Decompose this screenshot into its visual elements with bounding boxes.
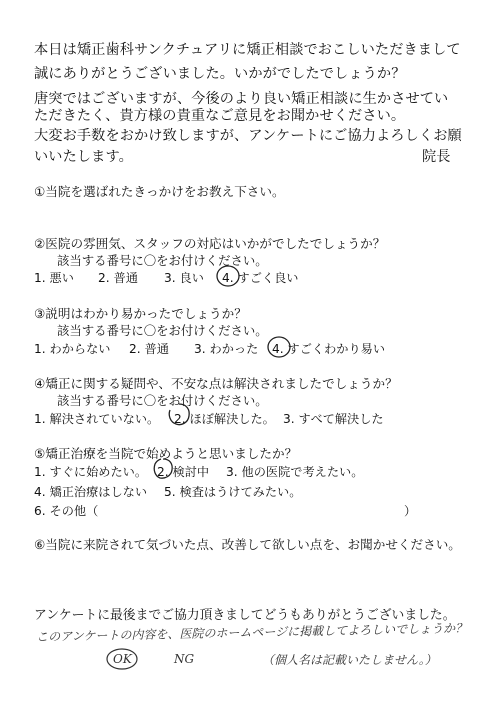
- q5-selection-circle: [151, 457, 175, 481]
- q4-selection-circle: [166, 402, 192, 428]
- question-2: ②医院の雰囲気、スタッフの対応はいかがでしたでしょうか？: [34, 236, 386, 251]
- q4-option-2[interactable]: 2. ほぼ解決した。: [174, 412, 275, 426]
- intro-line-3: 唐突ではございますが、今後のより良い矯正相談に生かさせてい: [34, 91, 449, 107]
- q4-option-3[interactable]: 3. すべて解決した: [283, 412, 384, 426]
- q5-option-5[interactable]: 5. 検査はうけてみたい。: [164, 485, 302, 499]
- intro-line-6: いいたします。: [34, 149, 133, 165]
- q2-option-4[interactable]: 4. すごく良い: [222, 271, 299, 285]
- q2-option-1[interactable]: 1. 悪い: [34, 271, 74, 285]
- question-3-instruction: 該当する番号に〇をお付けください。: [57, 323, 268, 338]
- q5-option-2[interactable]: 2. 検討中: [157, 465, 210, 479]
- q2-option-2[interactable]: 2. 普通: [98, 271, 138, 285]
- closing-message: アンケートに最後までご協力頂きましてどうもありがとうございました。: [34, 608, 456, 623]
- consent-note: （個人名は記載いたしません。）: [262, 653, 437, 667]
- consent-question: このアンケートの内容を、医院のホームページに掲載してよろしいでしょうか？: [36, 620, 468, 644]
- q2-option-3[interactable]: 3. 良い: [164, 271, 204, 285]
- signature: 院長: [422, 149, 451, 165]
- q3-option-4[interactable]: 4. すごくわかり易い: [272, 342, 386, 356]
- q5-option-6[interactable]: 6. その他（: [34, 504, 99, 518]
- question-6: ⑥当院に来院されて気づいた点、改善して欲しい点を、お聞かせください。: [34, 537, 461, 552]
- q5-option-4[interactable]: 4. 矯正治療はしない: [34, 485, 148, 499]
- q5-option-1[interactable]: 1. すぐに始めたい。: [34, 465, 148, 479]
- question-4-instruction: 該当する番号に〇をお付けください。: [57, 393, 268, 408]
- q5-option-3[interactable]: 3. 他の医院で考えたい。: [226, 465, 364, 479]
- question-1: ①当院を選ばれたきっかけをお教え下さい。: [34, 184, 285, 199]
- consent-ok[interactable]: OK: [113, 652, 132, 666]
- q3-option-3[interactable]: 3. わかった: [194, 342, 259, 356]
- consent-ok-circle: [105, 647, 139, 671]
- intro-line-1: 本日は矯正歯科サンクチュアリに矯正相談でおこしいただきまして: [34, 42, 461, 58]
- intro-line-5: 大変お手数をおかけ致しますが、アンケートにご協力よろしくお願: [34, 128, 462, 144]
- q2-selection-circle: [215, 264, 241, 288]
- intro-line-2: 誠にありがとうございました。いかがでしたでしょうか？: [34, 66, 406, 82]
- q5-option-6-close-paren: ）: [404, 504, 417, 518]
- q4-option-1[interactable]: 1. 解決されていない。: [34, 412, 160, 426]
- q3-option-1[interactable]: 1. わからない: [34, 342, 111, 356]
- question-3: ③説明はわかり易かったでしょうか？: [34, 306, 247, 321]
- question-4: ④矯正に関する疑問や、不安な点は解決されましたでしょうか？: [34, 376, 398, 391]
- intro-line-4: ただきたく、貴方様の貴重なご意見をお聞かせください。: [34, 108, 406, 124]
- q3-option-2[interactable]: 2. 普通: [129, 342, 169, 356]
- question-2-instruction: 該当する番号に〇をお付けください。: [57, 253, 268, 268]
- q3-selection-circle: [266, 335, 292, 359]
- question-5: ⑤矯正治療を当院で始めようと思いましたか？: [34, 446, 298, 461]
- consent-ng[interactable]: NG: [174, 652, 195, 666]
